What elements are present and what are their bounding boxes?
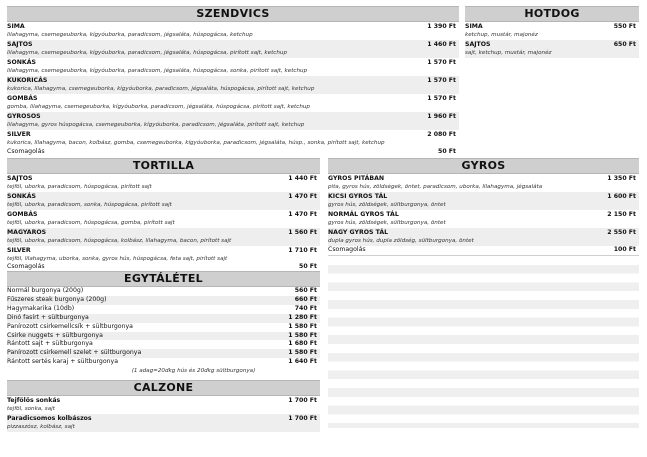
item-price: 1 390 Ft [427, 23, 456, 30]
item-price: 660 Ft [294, 295, 317, 303]
egytaletel-note: (1 adag=20dkg hús és 20dkg sültburgonya) [131, 368, 256, 375]
item-name: SONKÁS [7, 59, 36, 66]
item-price: 560 Ft [294, 287, 317, 294]
menu-item [7, 130, 459, 148]
menu-item [328, 192, 639, 210]
item-description: tejföl, uborka, paradicsom, húspogácsa, kolbász, lilahagyma, bacon, pirított sajt [7, 238, 232, 244]
menu-item [7, 112, 459, 130]
item-description: gyros hús, zöldségek, sültburgonya, öntet [328, 202, 446, 208]
item-name: MAGYAROS [7, 229, 47, 236]
item-price: 1 700 Ft [288, 415, 317, 422]
item-name: SIMA [465, 23, 483, 30]
item-description: lilahagyma, csemegeuborka, kígyóuborka, paradicsom, jégsaláta, húspogácsa, pirított sajt, ketchup [7, 50, 288, 56]
hotdog-items [465, 22, 639, 58]
menu-item [7, 396, 320, 414]
tortilla-section [7, 158, 320, 270]
menu-item [7, 76, 459, 94]
hotdog-section [465, 6, 639, 58]
item-name: NAGY GYROS TÁL [328, 229, 389, 236]
item-description: pizzaszósz, kolbász, sajt [7, 424, 75, 430]
gyros-empty-rows [328, 255, 639, 428]
menu-item [7, 296, 320, 305]
gyros-header: GYROS [328, 158, 639, 174]
item-price: 1 680 Ft [288, 340, 317, 348]
item-price: 1 580 Ft [288, 331, 317, 339]
item-price: 1 580 Ft [288, 349, 317, 357]
item-name: KICSI GYROS TÁL [328, 193, 388, 200]
menu-item [465, 22, 639, 40]
item-description: tejföl, uborka, paradicsom, húspogácsa, pirított sajt [7, 184, 152, 190]
item-name: Rántott sajt + sültburgonya [7, 340, 93, 348]
menu-item [7, 414, 320, 432]
item-name: KUKORICÁS [7, 77, 48, 84]
item-name: Paradicsomos kolbászos [7, 415, 92, 422]
szendvics-items [7, 22, 459, 148]
item-name: SAJTOS [7, 175, 33, 182]
item-price: 1 570 Ft [427, 95, 456, 102]
item-price: 1 460 Ft [427, 41, 456, 48]
menu-item [7, 228, 320, 246]
item-price: 1 570 Ft [427, 59, 456, 66]
menu-item [7, 340, 320, 349]
egytaletel-section [7, 271, 320, 389]
item-name: SONKÁS [7, 193, 36, 200]
item-price: 1 350 Ft [607, 175, 636, 182]
item-name: Panírozott csirkemellcsík + sültburgonya [7, 322, 133, 330]
menu-item [7, 323, 320, 332]
item-price: 550 Ft [613, 23, 636, 30]
item-name: Dinó fasírt + sültburgonya [7, 313, 89, 321]
item-price: 1 640 Ft [288, 358, 317, 366]
item-description: kukorica, lilahagyma, csemegeuborka, kígyóuborka, paradicsom, jégsaláta, húspogácsa, pirított sajt, ketchup [7, 86, 315, 92]
item-description: dupla gyros hús, dupla zöldség, sültburgonya, öntet [328, 238, 474, 244]
calzone-items [7, 396, 320, 432]
item-price: 1 580 Ft [288, 322, 317, 330]
item-name: Normál burgonya (200g) [7, 287, 84, 294]
menu-item [328, 228, 639, 246]
szendvics-header: SZENDVICS [7, 6, 459, 22]
item-name: Rántott sertés karaj + sültburgonya [7, 358, 119, 366]
menu-item [7, 358, 320, 367]
item-price: 1 470 Ft [288, 211, 317, 218]
item-description: tejföl, uborka, paradicsom, húspogácsa, gomba, pirított sajt [7, 220, 175, 226]
item-price: 740 Ft [294, 304, 317, 312]
item-name: SILVER [7, 131, 31, 138]
item-description: lilahagyma, gyros húspogácsa, csemegeuborka, kígyóuborka, paradicsom, jégsaláta, pirított sajt, ketchup [7, 122, 305, 128]
szendvics-section [7, 6, 459, 157]
menu-item [7, 210, 320, 228]
item-description: tejföl, lilahagyma, uborka, sonka, gyros hús, húspogácsa, feta sajt, pirított sajt [7, 256, 228, 262]
menu-item [7, 349, 320, 358]
menu-item [7, 192, 320, 210]
item-name: SAJTOS [7, 41, 33, 48]
item-description: tejföl, sonka, sajt [7, 406, 55, 412]
item-name: GOMBÁS [7, 211, 38, 218]
menu-item [7, 40, 459, 58]
menu-item [328, 210, 639, 228]
egytaletel-header: EGYTÁLÉTEL [7, 271, 320, 287]
tortilla-packaging: Csomagolás 50 Ft [7, 263, 317, 270]
gyros-section [328, 158, 639, 428]
item-name: SAJTOS [465, 41, 491, 48]
item-price: 1 700 Ft [288, 397, 317, 404]
menu-item [328, 174, 639, 192]
item-price: 1 710 Ft [288, 247, 317, 254]
item-price: 2 150 Ft [607, 211, 636, 218]
menu-item [7, 287, 320, 296]
menu-item [7, 314, 320, 323]
hotdog-header: HOTDOG [465, 6, 639, 22]
item-price: 1 440 Ft [288, 175, 317, 182]
menu-item [7, 174, 320, 192]
szendvics-packaging: Csomagolás 50 Ft [7, 148, 456, 155]
egytaletel-items [7, 287, 320, 367]
item-description: gyros hús, zöldségek, sültburgonya, öntet [328, 220, 446, 226]
gyros-packaging: Csomagolás 100 Ft [328, 246, 636, 253]
item-price: 1 960 Ft [427, 113, 456, 120]
item-description: lilahagyma, csemegeuborka, kígyóuborka, paradicsom, jégsaláta, húspogácsa, ketchup [7, 32, 253, 38]
tortilla-items [7, 174, 320, 264]
item-price: 2 550 Ft [607, 229, 636, 236]
item-price: 1 570 Ft [427, 77, 456, 84]
item-name: Fűszeres steak burgonya (200g) [7, 295, 107, 303]
item-price: 1 280 Ft [288, 313, 317, 321]
item-name: GYROSOS [7, 113, 41, 120]
item-description: pita, gyros hús, zöldségek, öntet, paradicsom, uborka, lilahagyma, jégsaláta [328, 184, 543, 190]
item-price: 1 600 Ft [607, 193, 636, 200]
item-description: gomba, lilahagyma, csemegeuborka, kígyóuborka, paradicsom, jégsaláta, húspogácsa, pirított sajt, ketchup [7, 104, 310, 110]
calzone-section [7, 380, 320, 432]
item-price: 650 Ft [613, 41, 636, 48]
item-description: sajt, ketchup, mustár, majonéz [465, 50, 552, 56]
item-name: SILVER [7, 247, 31, 254]
item-name: Panírozott csirkemell szelet + sültburgonya [7, 349, 142, 357]
item-name: GYROS PITÁBAN [328, 175, 385, 182]
item-price: 1 470 Ft [288, 193, 317, 200]
item-description: ketchup, mustár, majonéz [465, 32, 538, 38]
item-price: 2 080 Ft [427, 131, 456, 138]
gyros-items [328, 174, 639, 246]
item-name: GOMBÁS [7, 95, 38, 102]
item-name: Hagymakarika (10db) [7, 304, 75, 312]
item-price: 1 560 Ft [288, 229, 317, 236]
menu-item [465, 40, 639, 58]
item-name: NORMÁL GYROS TÁL [328, 211, 399, 218]
calzone-header: CALZONE [7, 380, 320, 396]
item-name: Tejfölös sonkás [7, 397, 61, 404]
item-name: SIMA [7, 23, 25, 30]
menu-item [7, 246, 320, 264]
menu-item [7, 305, 320, 314]
menu-item [7, 58, 459, 76]
item-description: lilahagyma, csemegeuborka, kígyóuborka, paradicsom, jégsaláta, húspogácsa, sonka, pirított sajt, ketchup [7, 68, 308, 74]
menu-item [7, 94, 459, 112]
item-name: Csirke nuggets + sültburgonya [7, 331, 103, 339]
item-description: kukorica, lilahagyma, bacon, kolbász, gomba, csemegeuborka, kígyóuborka, paradicsom, jégsaláta, húsp., sonka, pirított sajt, ketchup [7, 140, 385, 146]
menu-item [7, 22, 459, 40]
item-description: tejföl, uborka, paradicsom, sonka, húspogácsa, pirított sajt [7, 202, 172, 208]
tortilla-header: TORTILLA [7, 158, 320, 174]
